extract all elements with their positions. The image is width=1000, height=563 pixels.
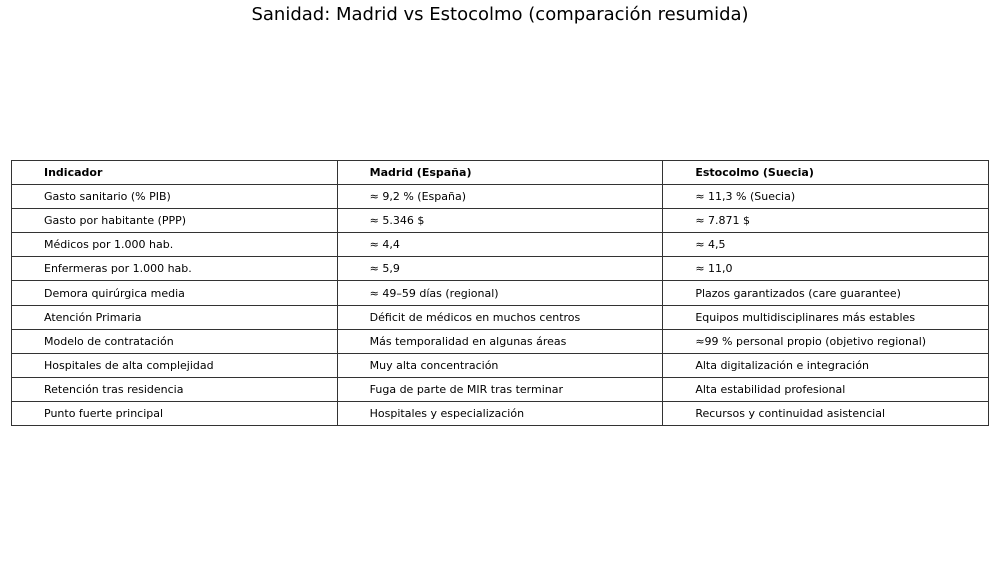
table-row bbox=[12, 329, 989, 353]
stockholm-cell: ≈ 7.871 $ bbox=[663, 209, 989, 233]
indicator-cell: Gasto sanitario (% PIB) bbox=[12, 185, 338, 209]
table-row bbox=[12, 209, 989, 233]
madrid-cell: ≈ 4,4 bbox=[337, 233, 663, 257]
indicator-cell: Hospitales de alta complejidad bbox=[12, 353, 338, 377]
indicator-cell: Enfermeras por 1.000 hab. bbox=[12, 257, 338, 281]
stockholm-cell: ≈ 11,0 bbox=[663, 257, 989, 281]
table-header-row bbox=[12, 161, 989, 185]
stockholm-cell: Recursos y continuidad asistencial bbox=[663, 401, 989, 425]
stockholm-cell: ≈ 4,5 bbox=[663, 233, 989, 257]
stockholm-cell: Equipos multidisciplinares más estables bbox=[663, 305, 989, 329]
header-cell-madrid: Madrid (España) bbox=[337, 161, 663, 185]
table-row bbox=[12, 281, 989, 305]
indicator-cell: Gasto por habitante (PPP) bbox=[12, 209, 338, 233]
table-row bbox=[12, 353, 989, 377]
madrid-cell: ≈ 49–59 días (regional) bbox=[337, 281, 663, 305]
indicator-cell: Retención tras residencia bbox=[12, 377, 338, 401]
madrid-cell: ≈ 9,2 % (España) bbox=[337, 185, 663, 209]
madrid-cell: Déficit de médicos en muchos centros bbox=[337, 305, 663, 329]
table-row bbox=[12, 305, 989, 329]
madrid-cell: ≈ 5.346 $ bbox=[337, 209, 663, 233]
figure-title: Sanidad: Madrid vs Estocolmo (comparación resumida) bbox=[251, 4, 749, 25]
indicator-cell: Modelo de contratación bbox=[12, 329, 338, 353]
table-row bbox=[12, 233, 989, 257]
madrid-cell: ≈ 5,9 bbox=[337, 257, 663, 281]
table-row bbox=[12, 401, 989, 425]
stockholm-cell: Alta estabilidad profesional bbox=[663, 377, 989, 401]
header-cell-indicador: Indicador bbox=[12, 161, 338, 185]
stockholm-cell: ≈99 % personal propio (objetivo regional) bbox=[663, 329, 989, 353]
indicator-cell: Punto fuerte principal bbox=[12, 401, 338, 425]
header-cell-estocolmo: Estocolmo (Suecia) bbox=[663, 161, 989, 185]
table-row bbox=[12, 257, 989, 281]
indicator-cell: Demora quirúrgica media bbox=[12, 281, 338, 305]
stockholm-cell: Alta digitalización e integración bbox=[663, 353, 989, 377]
madrid-cell: Más temporalidad en algunas áreas bbox=[337, 329, 663, 353]
madrid-cell: Muy alta concentración bbox=[337, 353, 663, 377]
indicator-cell: Atención Primaria bbox=[12, 305, 338, 329]
stockholm-cell: ≈ 11,3 % (Suecia) bbox=[663, 185, 989, 209]
table-row bbox=[12, 377, 989, 401]
comparison-table bbox=[11, 160, 989, 426]
madrid-cell: Fuga de parte de MIR tras terminar bbox=[337, 377, 663, 401]
table-row bbox=[12, 185, 989, 209]
stockholm-cell: Plazos garantizados (care guarantee) bbox=[663, 281, 989, 305]
indicator-cell: Médicos por 1.000 hab. bbox=[12, 233, 338, 257]
madrid-cell: Hospitales y especialización bbox=[337, 401, 663, 425]
